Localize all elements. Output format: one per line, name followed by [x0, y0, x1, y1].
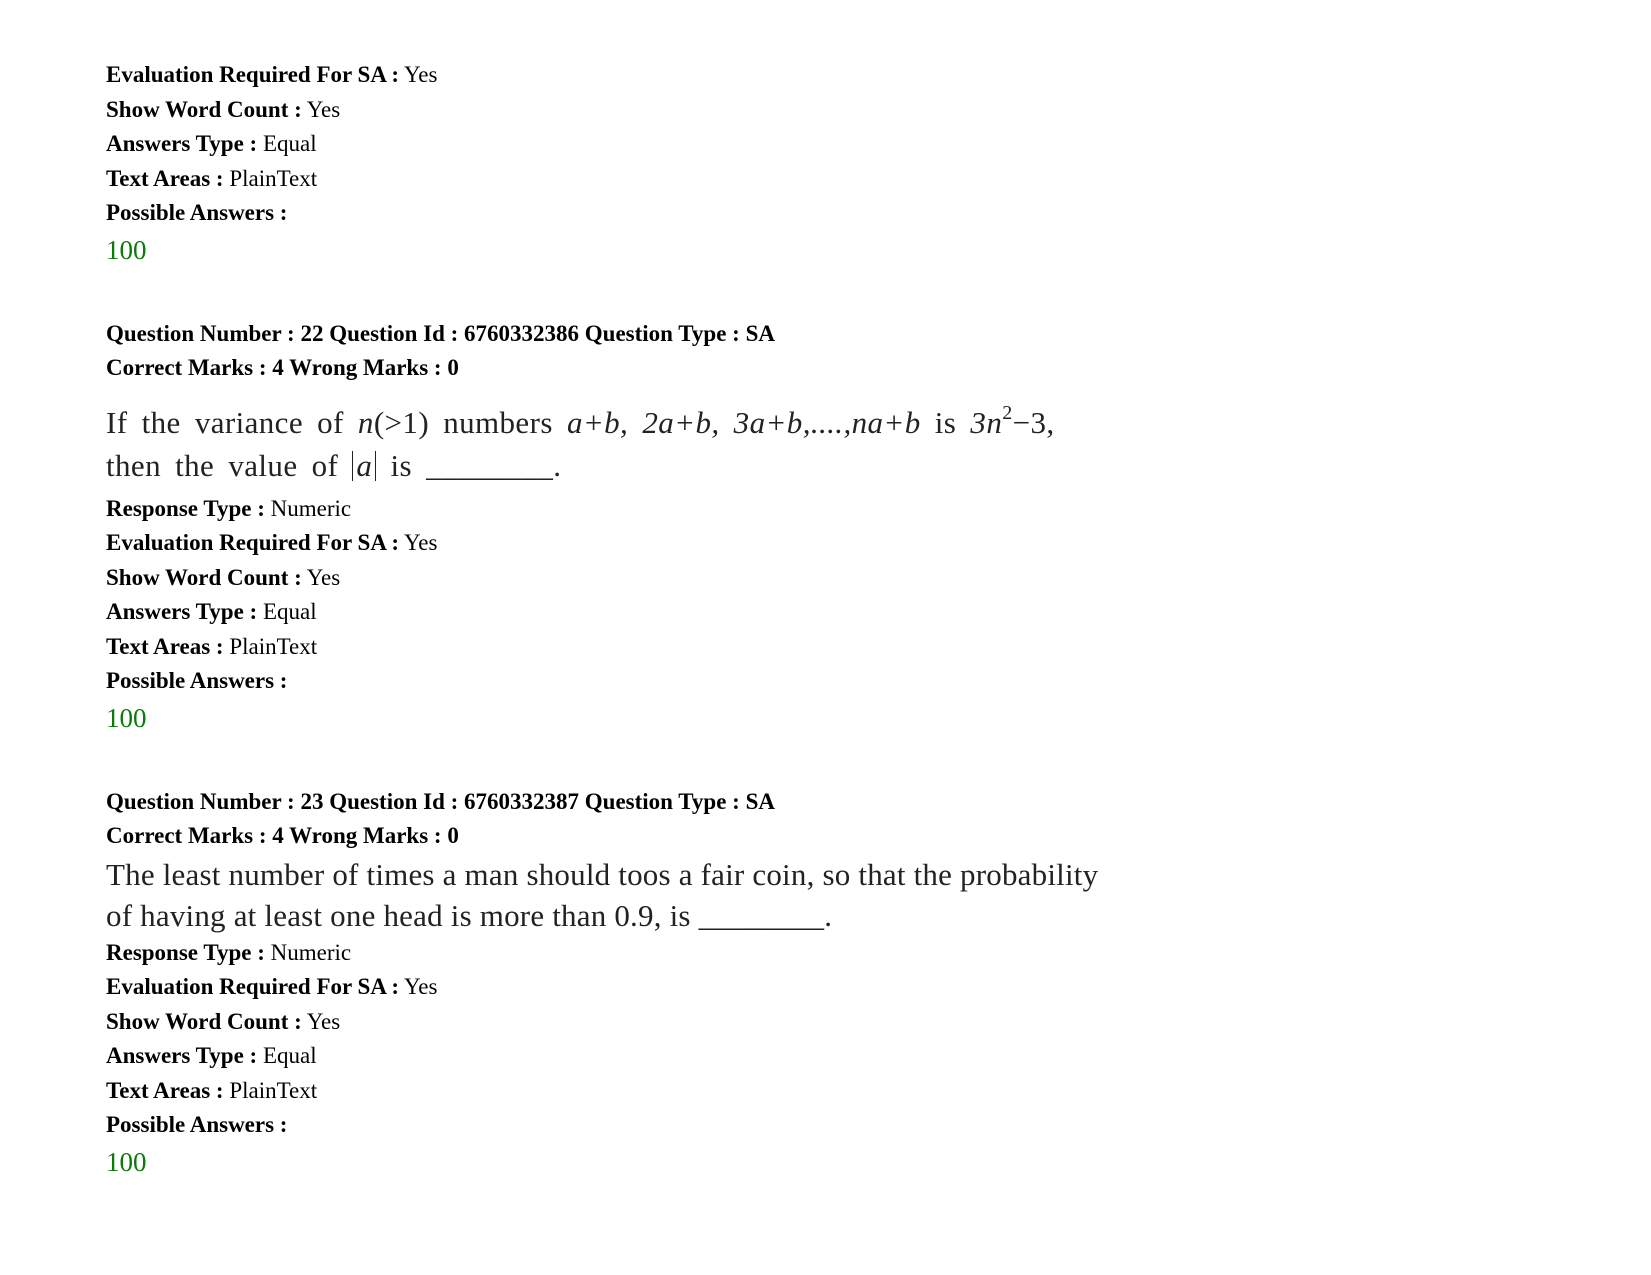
answers-type-row: [106, 1039, 1586, 1074]
response-type-value: Numeric: [270, 495, 352, 521]
possible-answers-label: Possible Answers :: [106, 1112, 288, 1137]
possible-answer-value: 100: [106, 702, 147, 733]
text-areas-row: [106, 1074, 1586, 1109]
evaluation-row: [106, 526, 1586, 561]
question-text-line-2: [106, 440, 1586, 492]
possible-answers-row: [106, 196, 1586, 231]
evaluation-row: [106, 58, 1586, 93]
question-marks: Correct Marks : 4 Wrong Marks : 0: [106, 823, 459, 848]
text-areas-row: [106, 630, 1586, 665]
word-count-label: Show Word Count :: [106, 1008, 302, 1034]
question-header: Question Number : 23 Question Id : 6760332387 Question Type : SA: [106, 788, 775, 814]
text-then-value: then the value of: [106, 447, 339, 483]
response-type-row: [106, 492, 1586, 527]
word-count-value: Yes: [306, 564, 341, 590]
response-type-value: Numeric: [270, 939, 352, 965]
question-header: Question Number : 22 Question Id : 6760332386 Question Type : SA: [106, 320, 775, 346]
text-areas-value: PlainText: [229, 633, 318, 659]
word-count-value: Yes: [306, 96, 341, 122]
word-count-row: [106, 561, 1586, 596]
possible-answer-value: 100: [106, 1146, 147, 1177]
evaluation-value: Yes: [404, 62, 438, 87]
question-22: [106, 317, 1586, 737]
text-is: is: [934, 404, 957, 440]
answers-type-value: Equal: [262, 1043, 317, 1068]
evaluation-label: Evaluation Required For SA :: [106, 974, 400, 999]
possible-answers-row: [106, 664, 1586, 699]
answers-type-label: Answers Type :: [106, 1043, 258, 1068]
math-series: a+b, 2a+b, 3a+b,....,na+b: [566, 404, 921, 440]
text-areas-value: PlainText: [229, 165, 318, 191]
text-is-2: is: [390, 447, 412, 483]
document-page: [106, 58, 1586, 1181]
word-count-row: [106, 93, 1586, 128]
word-count-label: Show Word Count :: [106, 96, 302, 122]
response-type-label: Response Type :: [106, 495, 265, 521]
evaluation-value: Yes: [404, 974, 438, 999]
text-if-variance: If the variance of: [106, 404, 344, 440]
question-23: [106, 785, 1586, 1181]
word-count-row: [106, 1005, 1586, 1040]
text-areas-label: Text Areas :: [106, 633, 224, 659]
answers-type-value: Equal: [262, 599, 317, 624]
evaluation-label: Evaluation Required For SA :: [106, 62, 400, 87]
question-text-line-1: The least number of times a man should toos a fair coin, so that the probability: [106, 856, 1099, 892]
answers-type-row: [106, 127, 1586, 162]
evaluation-value: Yes: [404, 530, 438, 555]
answers-type-row: [106, 595, 1586, 630]
text-areas-row: [106, 162, 1586, 197]
text-numbers: numbers: [443, 404, 553, 440]
question-text-line-1: [106, 386, 1586, 440]
answers-type-label: Answers Type :: [106, 599, 258, 624]
answers-type-value: Equal: [262, 131, 317, 156]
answers-type-label: Answers Type :: [106, 131, 258, 156]
evaluation-row: [106, 970, 1586, 1005]
possible-answers-label: Possible Answers :: [106, 668, 288, 693]
word-count-value: Yes: [306, 1008, 341, 1034]
text-areas-label: Text Areas :: [106, 1077, 224, 1103]
question-marks: Correct Marks : 4 Wrong Marks : 0: [106, 355, 459, 380]
possible-answer-value: 100: [106, 234, 147, 265]
possible-answers-row: [106, 1108, 1586, 1143]
answer-blank: ________.: [426, 447, 562, 483]
question-text-line-2: of having at least one head is more than 0.9, is ________.: [106, 897, 833, 933]
math-expression: $3n^2-3$,: [970, 401, 1055, 440]
question-21-details: [106, 58, 1586, 269]
word-count-label: Show Word Count :: [106, 564, 302, 590]
math-n-gt-1: n(>1): [357, 404, 430, 440]
response-type-row: [106, 936, 1586, 971]
possible-answers-label: Possible Answers :: [106, 200, 288, 225]
response-type-label: Response Type :: [106, 939, 265, 965]
evaluation-label: Evaluation Required For SA :: [106, 530, 400, 555]
text-areas-value: PlainText: [229, 1077, 318, 1103]
text-areas-label: Text Areas :: [106, 165, 224, 191]
math-abs-a: a: [352, 451, 376, 481]
